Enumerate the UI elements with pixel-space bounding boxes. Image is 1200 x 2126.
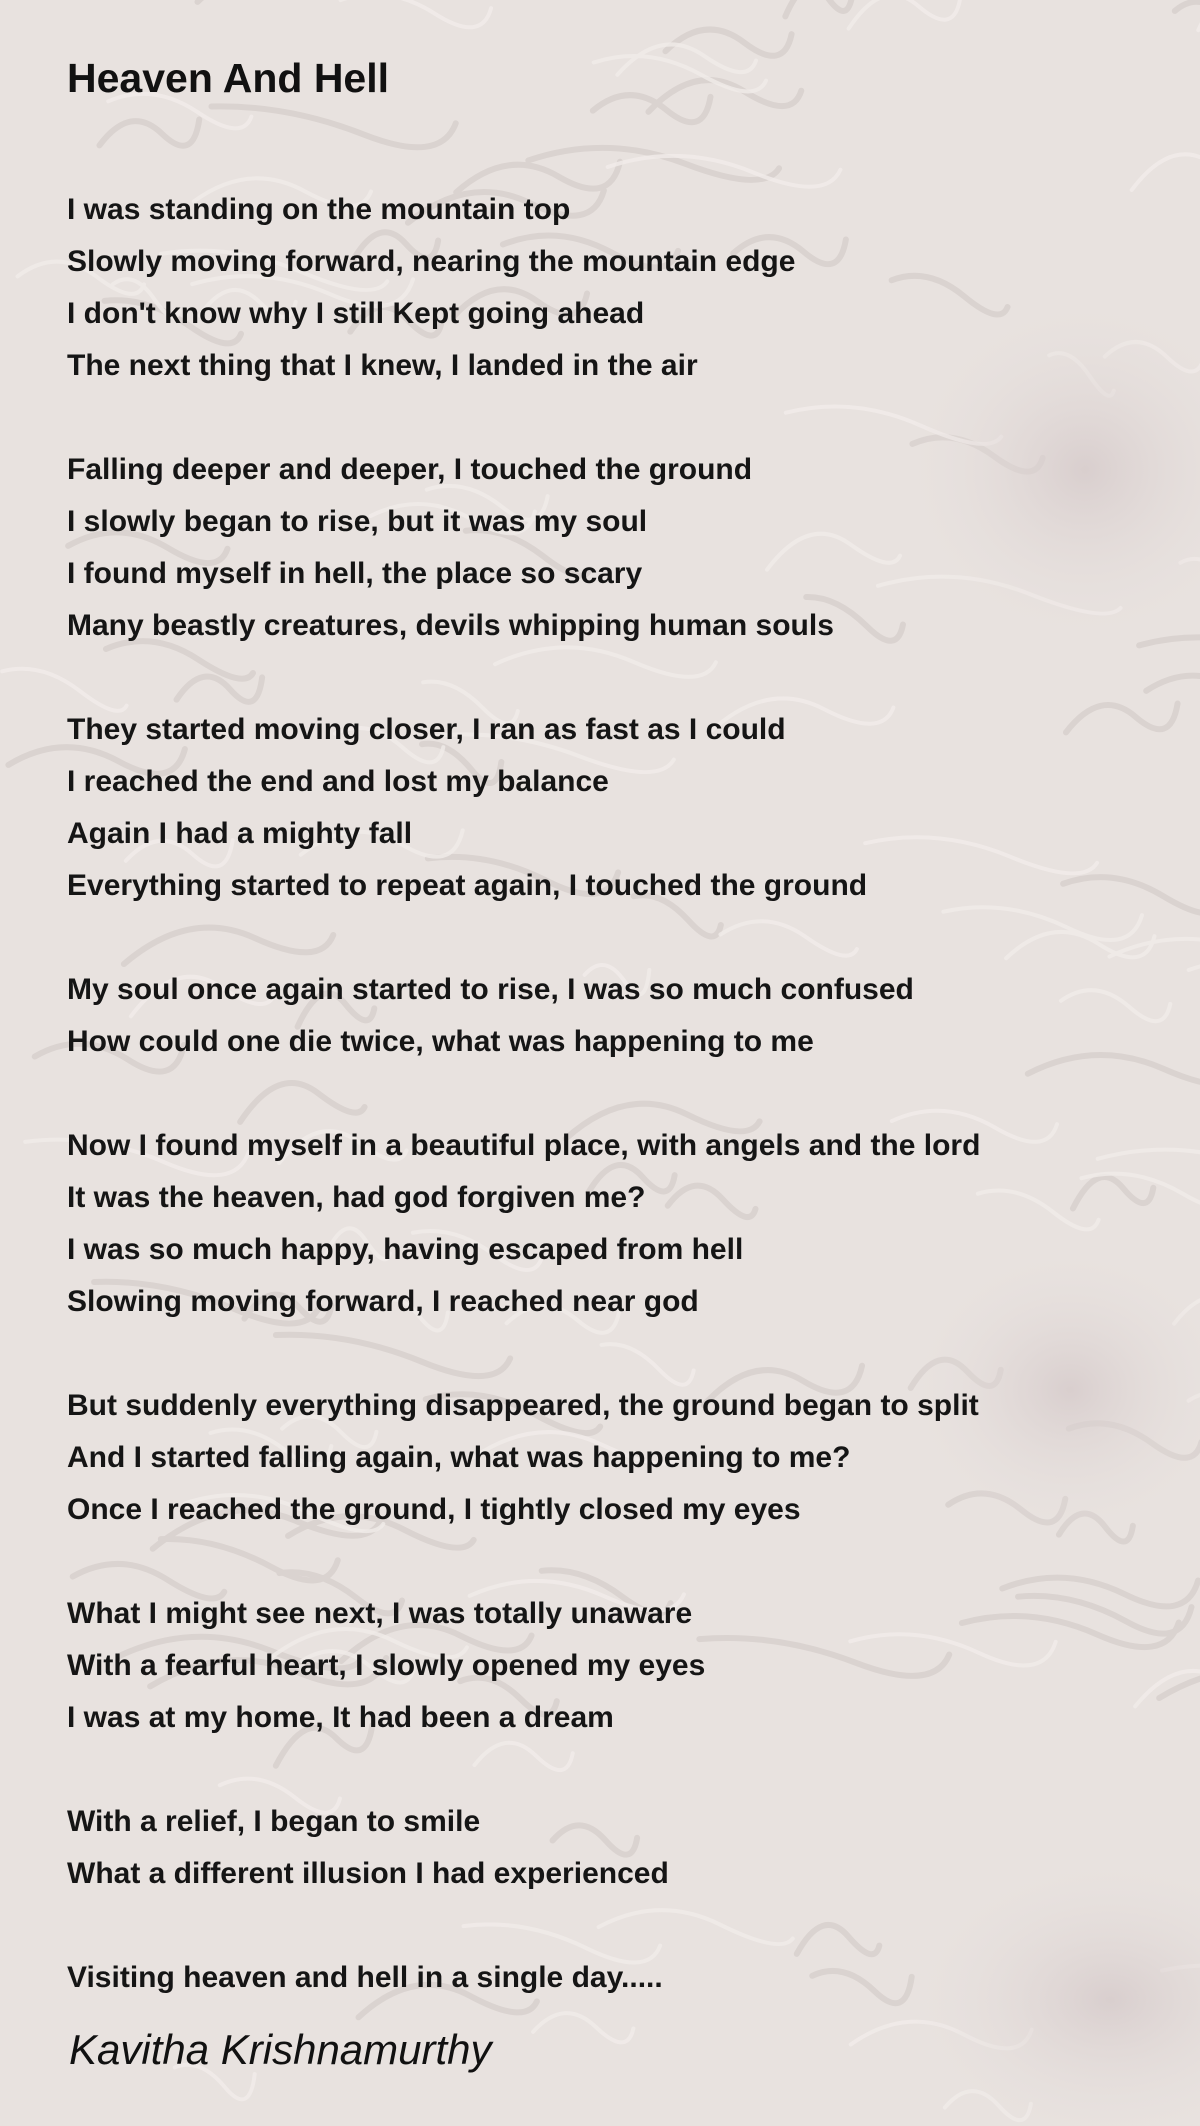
poem-line: I reached the end and lost my balance — [67, 765, 609, 798]
poem-line: The next thing that I knew, I landed in the air — [67, 349, 698, 382]
poem-stanza — [67, 704, 1167, 912]
poem-line: Many beastly creatures, devils whipping human souls — [67, 609, 834, 642]
poem-line: With a relief, I began to smile — [67, 1805, 481, 1838]
poem-stanza — [67, 184, 1167, 392]
poem-line: How could one die twice, what was happening to me — [67, 1025, 814, 1058]
texture-stroke — [198, 0, 382, 2]
texture-stroke — [1189, 959, 1200, 990]
poem-line: Slowing moving forward, I reached near god — [67, 1285, 699, 1318]
poem-line: Falling deeper and deeper, I touched the ground — [67, 453, 753, 486]
poem-body — [67, 184, 1167, 2004]
poem-line: I was so much happy, having escaped from hell — [67, 1233, 744, 1266]
poem-stanza — [67, 964, 1167, 1068]
poem-line: My soul once again started to rise, I was so much confused — [67, 973, 914, 1006]
poem — [67, 48, 1167, 2056]
poem-stanza — [67, 1952, 1167, 2004]
poem-line: What a different illusion I had experienced — [67, 1857, 669, 1890]
texture-stroke — [849, 0, 960, 29]
poem-line: Visiting heaven and hell in a single day..... — [67, 1961, 663, 1994]
poem-stanza — [67, 444, 1167, 652]
texture-stroke — [1175, 2, 1200, 39]
poem-stanza — [67, 1588, 1167, 1744]
poem-line: Now I found myself in a beautiful place, with angels and the lord — [67, 1129, 981, 1162]
texture-stroke — [785, 0, 852, 16]
poem-line: Slowly moving forward, nearing the mountain edge — [67, 245, 796, 278]
poem-line: It was the heaven, had god forgiven me? — [67, 1181, 646, 1214]
poem-stanza — [67, 1380, 1167, 1536]
poem-line: And I started falling again, what was happening to me? — [67, 1441, 851, 1474]
poem-line: Again I had a mighty fall — [67, 817, 413, 850]
poem-line: I don't know why I still Kept going ahead — [67, 297, 645, 330]
poem-line: Everything started to repeat again, I touched the ground — [67, 869, 868, 902]
poem-line: I slowly began to rise, but it was my soul — [67, 505, 648, 538]
poem-line: Once I reached the ground, I tightly closed my eyes — [67, 1493, 801, 1526]
poem-line: I was at my home, It had been a dream — [67, 1701, 614, 1734]
poem-author: Kavitha Krishnamurthy — [69, 2026, 492, 2073]
poem-line: What I might see next, I was totally unaware — [67, 1597, 693, 1630]
poem-line: With a fearful heart, I slowly opened my eyes — [67, 1649, 706, 1682]
poem-stanza — [67, 1796, 1167, 1900]
poem-line: But suddenly everything disappeared, the ground began to split — [67, 1389, 979, 1422]
poem-stanza — [67, 1120, 1167, 1328]
poem-line: I was standing on the mountain top — [67, 193, 571, 226]
poem-line: I found myself in hell, the place so scary — [67, 557, 643, 590]
poem-line: They started moving closer, I ran as fast as I could — [67, 713, 786, 746]
poem-title: Heaven And Hell — [67, 55, 390, 101]
texture-stroke — [341, 0, 492, 27]
